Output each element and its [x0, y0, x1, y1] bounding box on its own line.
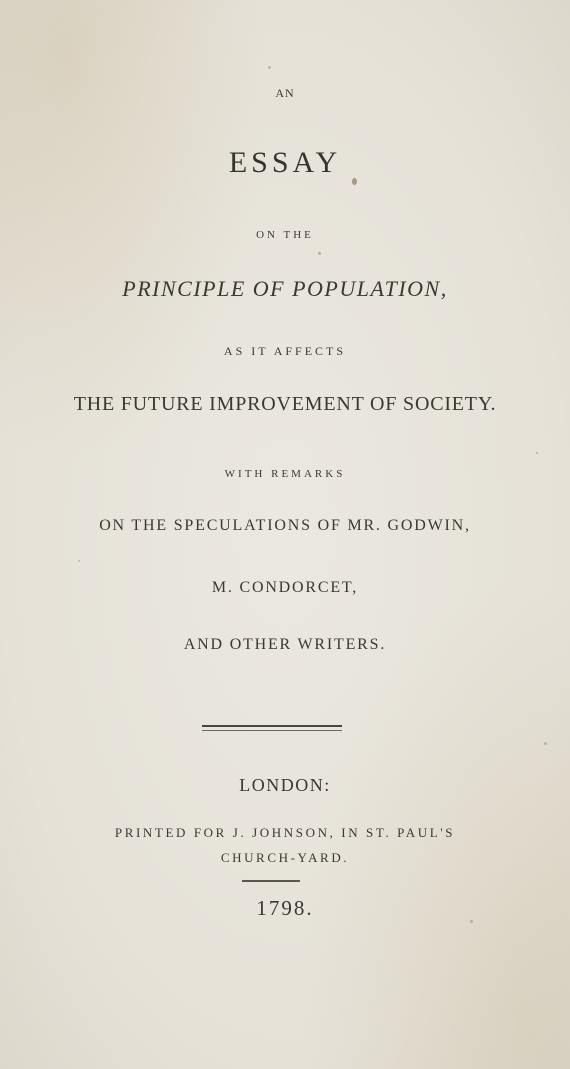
title-principle-of-population: PRINCIPLE OF POPULATION,: [122, 276, 448, 301]
decorative-short-rule: [242, 880, 300, 882]
paper-speck: [268, 66, 271, 69]
title-other-writers: AND OTHER WRITERS.: [183, 636, 387, 653]
title-condorcet: M. CONDORCET,: [211, 579, 359, 596]
paper-speck: [536, 452, 538, 454]
title-word-essay: ESSAY: [228, 146, 342, 179]
imprint-churchyard: CHURCH-YARD.: [220, 850, 350, 865]
paper-speck: [352, 178, 357, 185]
paper-speck: [470, 920, 473, 923]
decorative-rule: [202, 725, 342, 731]
title-with-remarks: WITH REMARKS: [224, 468, 346, 480]
title-future-improvement: THE FUTURE IMPROVEMENT OF SOCIETY.: [73, 393, 497, 415]
imprint-year: 1798.: [256, 896, 314, 920]
paper-speck: [78, 560, 80, 562]
paper-speck: [544, 742, 547, 745]
title-word-on-the: ON THE: [256, 229, 314, 241]
paper-speck: [318, 252, 321, 255]
title-as-it-affects: AS IT AFFECTS: [223, 344, 347, 358]
title-word-an: AN: [275, 86, 295, 100]
imprint-printed-for: PRINTED FOR J. JOHNSON, IN ST. PAUL'S: [114, 825, 456, 840]
title-speculations-godwin: ON THE SPECULATIONS OF MR. GODWIN,: [99, 517, 471, 534]
imprint-place: LONDON:: [239, 775, 331, 795]
